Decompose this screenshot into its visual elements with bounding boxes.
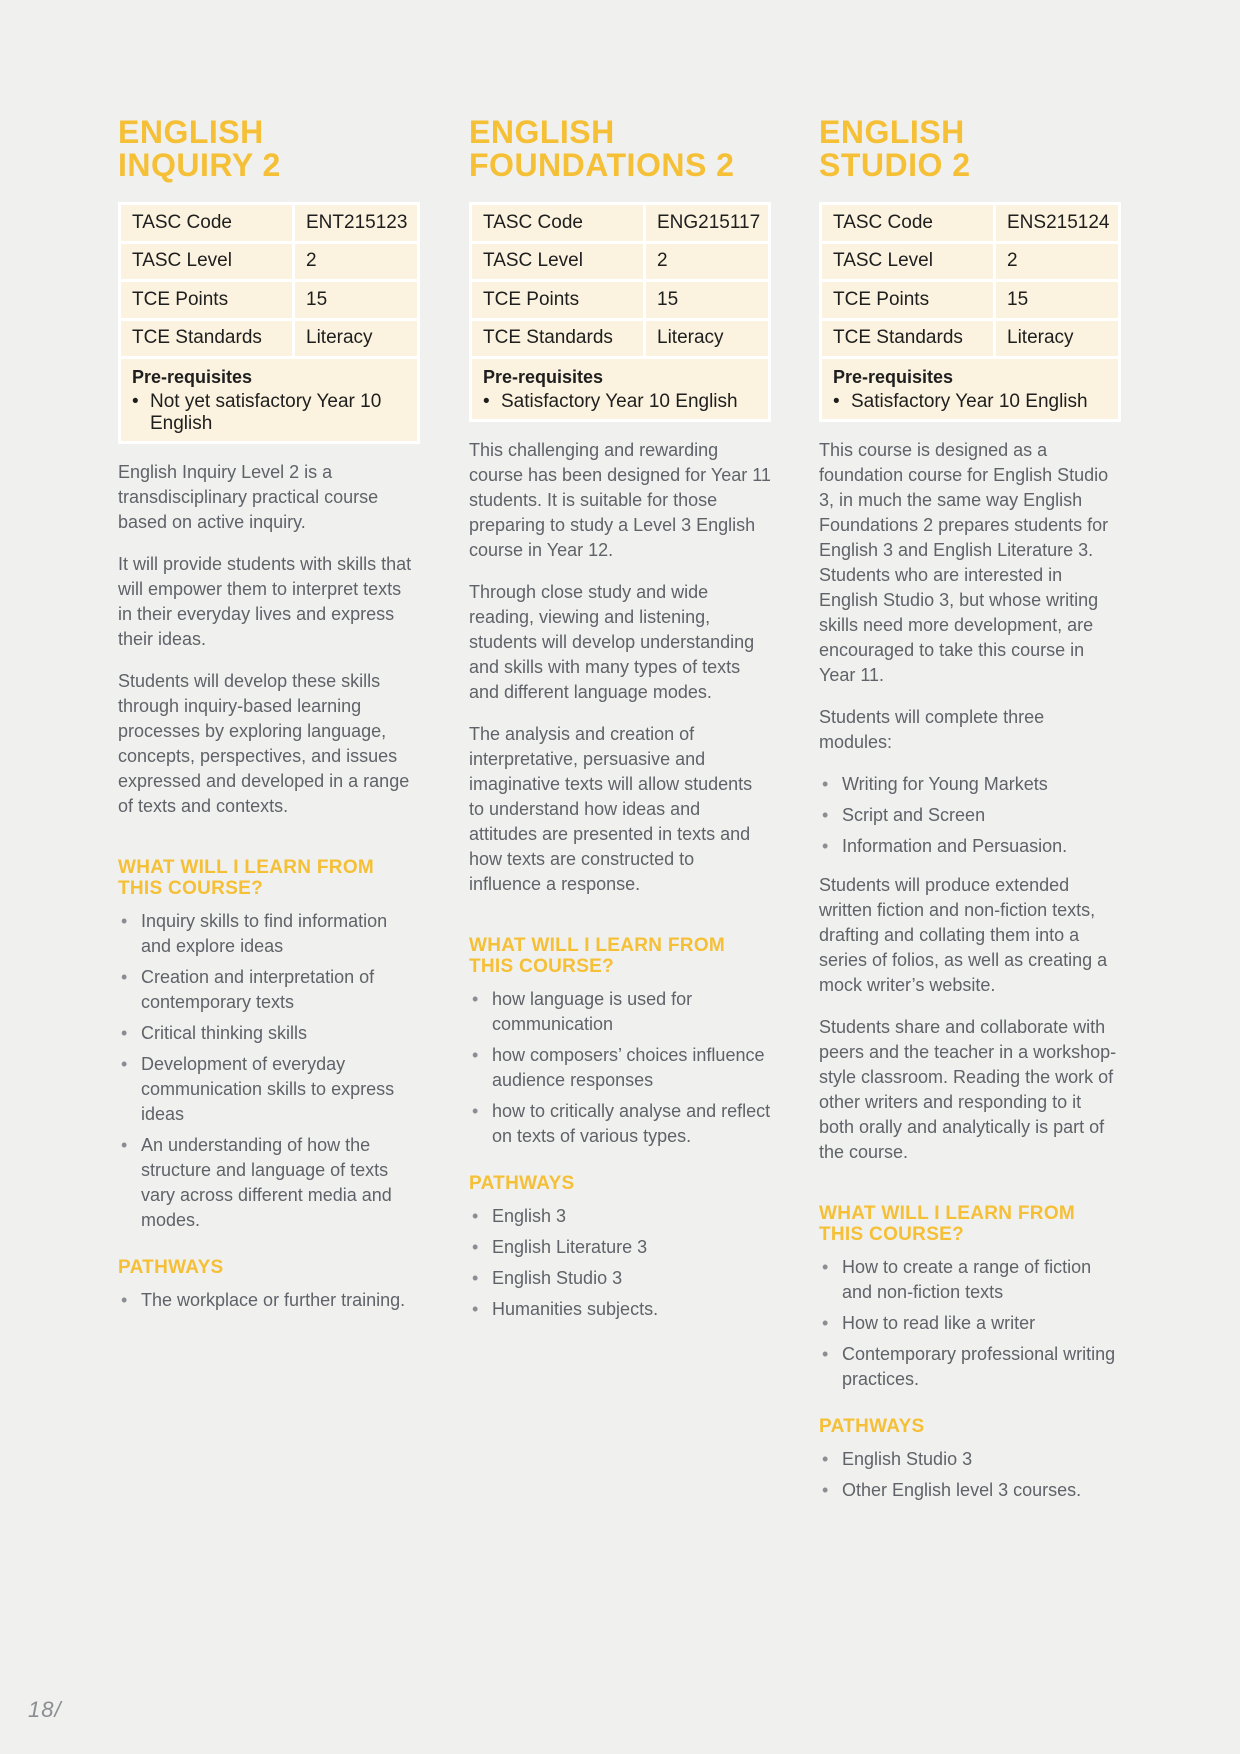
description-paragraph: It will provide students with skills that will empower them to interpret texts in their everyday lives and express their ideas. <box>118 554 412 649</box>
description-paragraph: This course is designed as a foundation course for English Studio 3, in much the same way English Foundations 2 prepares students for English 3 and English Literature 3. Students who are interested in English Studio 3, but whose writing skills need more development, are encouraged to take this course in Year 11. <box>819 440 1109 685</box>
info-value: 2 <box>657 250 668 272</box>
course-title <box>469 116 771 182</box>
pathway-item: • Other English level 3 courses. <box>819 1478 1121 1503</box>
info-label: TASC Level <box>822 244 996 280</box>
info-row-tasc-level <box>822 244 1118 283</box>
info-row-tasc-code <box>822 205 1118 244</box>
prerequisites <box>472 359 768 419</box>
prerequisite-item: • Satisfactory Year 10 English <box>483 391 757 413</box>
course-title-line-1: ENGLISH <box>118 114 264 150</box>
learn-heading: WHAT WILL I LEARN FROM THIS COURSE? <box>469 935 726 977</box>
info-value: 2 <box>1007 250 1018 272</box>
course-title-line-2: FOUNDATIONS 2 <box>469 147 735 183</box>
pathway-item: • English Literature 3 <box>469 1235 771 1260</box>
learn-list <box>819 1255 1121 1392</box>
info-row-tce-standards <box>822 321 1118 360</box>
prerequisites-label: Pre-requisites <box>483 367 604 387</box>
info-row-tce-standards <box>121 321 417 360</box>
learn-item: • how composers’ choices influence audience responses <box>469 1043 771 1093</box>
module-item: • Information and Persuasion. <box>819 834 1121 859</box>
info-value: ENT215123 <box>306 211 408 233</box>
learn-item: • how to critically analyse and reflect on texts of various types. <box>469 1099 771 1149</box>
info-value: 15 <box>306 288 328 310</box>
learn-item: • how language is used for communication <box>469 987 771 1037</box>
info-label: TCE Points <box>121 282 295 318</box>
course-description <box>118 460 420 819</box>
course-column-english-inquiry <box>118 116 420 1327</box>
info-value: Literacy <box>657 327 724 349</box>
prerequisites-label: Pre-requisites <box>132 367 253 387</box>
learn-list <box>469 987 771 1149</box>
learn-item: • How to read like a writer <box>819 1311 1121 1336</box>
course-title-line-2: STUDIO 2 <box>819 147 971 183</box>
learn-heading: WHAT WILL I LEARN FROM THIS COURSE? <box>819 1203 1076 1245</box>
info-label: TASC Code <box>822 205 996 241</box>
course-info-table <box>819 202 1121 422</box>
pathways-list <box>118 1288 420 1313</box>
prerequisite-item: • Satisfactory Year 10 English <box>833 391 1107 413</box>
course-title-line-2: INQUIRY 2 <box>118 147 281 183</box>
course-description <box>819 438 1121 1165</box>
learn-item: • How to create a range of fiction and non-fiction texts <box>819 1255 1121 1305</box>
info-label: TCE Standards <box>472 321 646 357</box>
prerequisites-list <box>132 391 406 435</box>
modules-list <box>819 772 1121 859</box>
info-value: ENS215124 <box>1007 211 1110 233</box>
description-paragraph: Students will develop these skills through inquiry-based learning processes by exploring language, concepts, perspectives, and issues expressed and developed in a range of texts and contexts. <box>118 671 410 816</box>
info-row-tce-points <box>121 282 417 321</box>
learn-item: • An understanding of how the structure and language of texts vary across different media and modes. <box>118 1133 420 1233</box>
course-info-table <box>469 202 771 422</box>
description-paragraph: Students will produce extended written fiction and non-fiction texts, drafting and collating them into a series of folios, as well as creating a mock writer’s website. <box>819 875 1108 995</box>
course-title <box>819 116 1121 182</box>
prerequisites <box>121 359 417 441</box>
prerequisite-item: • Not yet satisfactory Year 10 English <box>132 391 406 435</box>
info-value: 2 <box>306 250 317 272</box>
course-title <box>118 116 420 182</box>
prerequisites <box>822 359 1118 419</box>
learn-item: • Contemporary professional writing practices. <box>819 1342 1121 1392</box>
info-value: Literacy <box>1007 327 1074 349</box>
course-column-english-studio <box>819 116 1121 1517</box>
info-value: 15 <box>1007 288 1029 310</box>
info-label: TCE Points <box>472 282 646 318</box>
learn-list <box>118 909 420 1233</box>
info-row-tasc-level <box>472 244 768 283</box>
pathway-item: • The workplace or further training. <box>118 1288 420 1313</box>
info-label: TASC Level <box>472 244 646 280</box>
pathways-heading: PATHWAYS <box>469 1173 575 1194</box>
info-value: Literacy <box>306 327 373 349</box>
learn-item: • Creation and interpretation of contemporary texts <box>118 965 420 1015</box>
description-paragraph: Students share and collaborate with peers and the teacher in a workshop-style classroom. Reading the work of other writers and responding to it both orally and analytically is part of the course. <box>819 1017 1117 1162</box>
info-label: TCE Standards <box>822 321 996 357</box>
info-row-tasc-code <box>121 205 417 244</box>
pathways-heading: PATHWAYS <box>819 1416 925 1437</box>
description-paragraph: This challenging and rewarding course has been designed for Year 11 students. It is suitable for those preparing to study a Level 3 English course in Year 12. <box>469 440 771 560</box>
info-row-tasc-code <box>472 205 768 244</box>
info-row-tce-standards <box>472 321 768 360</box>
pathways-heading: PATHWAYS <box>118 1257 224 1278</box>
prerequisites-label: Pre-requisites <box>833 367 954 387</box>
info-label: TCE Points <box>822 282 996 318</box>
info-label: TASC Level <box>121 244 295 280</box>
info-value: ENG215117 <box>657 211 761 233</box>
info-row-tce-points <box>822 282 1118 321</box>
info-value: 15 <box>657 288 679 310</box>
module-item: • Script and Screen <box>819 803 1121 828</box>
learn-item: • Critical thinking skills <box>118 1021 420 1046</box>
learn-item: • Inquiry skills to find information and explore ideas <box>118 909 420 959</box>
pathway-item: • English Studio 3 <box>469 1266 771 1291</box>
page-number: 18/ <box>28 1697 62 1722</box>
learn-item: • Development of everyday communication skills to express ideas <box>118 1052 420 1127</box>
module-item: • Writing for Young Markets <box>819 772 1121 797</box>
info-label: TCE Standards <box>121 321 295 357</box>
modules-intro: Students will complete three modules: <box>819 707 1045 752</box>
description-paragraph: English Inquiry Level 2 is a transdisciplinary practical course based on active inquiry. <box>118 462 379 532</box>
pathway-item: • Humanities subjects. <box>469 1297 771 1322</box>
description-paragraph: Through close study and wide reading, viewing and listening, students will develop understanding and skills with many types of texts and different language modes. <box>469 582 755 702</box>
info-row-tce-points <box>472 282 768 321</box>
course-info-table <box>118 202 420 444</box>
description-paragraph: The analysis and creation of interpretative, persuasive and imaginative texts will allow students to understand how ideas and attitudes are presented in texts and how texts are constructed to influence a response. <box>469 724 753 894</box>
course-description <box>469 438 771 897</box>
prerequisites-list <box>833 391 1107 413</box>
pathways-list <box>819 1447 1121 1503</box>
course-column-english-foundations <box>469 116 771 1336</box>
course-title-line-1: ENGLISH <box>819 114 965 150</box>
info-label: TASC Code <box>121 205 295 241</box>
course-title-line-1: ENGLISH <box>469 114 615 150</box>
pathway-item: • English Studio 3 <box>819 1447 1121 1472</box>
pathway-item: • English 3 <box>469 1204 771 1229</box>
prerequisites-list <box>483 391 757 413</box>
info-row-tasc-level <box>121 244 417 283</box>
learn-heading: WHAT WILL I LEARN FROM THIS COURSE? <box>118 857 375 899</box>
pathways-list <box>469 1204 771 1322</box>
info-label: TASC Code <box>472 205 646 241</box>
